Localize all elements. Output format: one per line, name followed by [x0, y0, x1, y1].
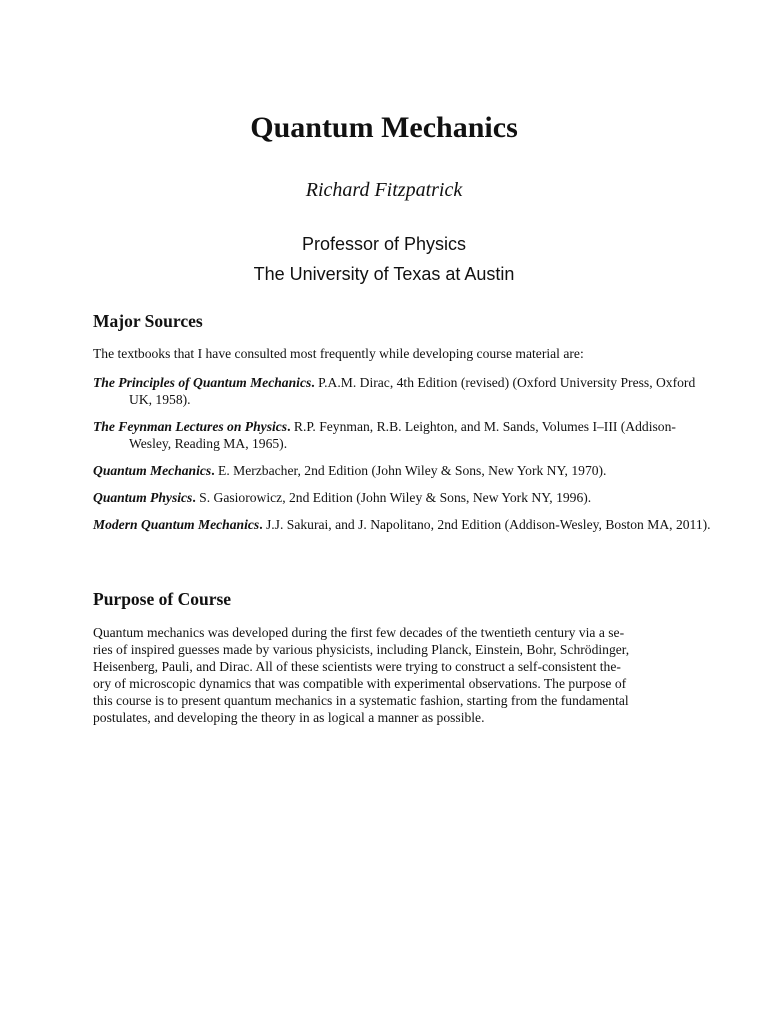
author-position: Professor of Physics [301, 234, 467, 254]
source-separator: . [259, 517, 263, 532]
source-title: Quantum Mechanics [93, 463, 212, 478]
purpose-line: Heisenberg, Pauli, and Dirac. All of these scientists were trying to construct a self-consistent the- [93, 659, 621, 674]
source-separator: . [287, 419, 291, 434]
author-institution: The University of Texas at Austin [253, 264, 515, 284]
purpose-line: this course is to present quantum mechanics in a systematic fashion, starting from the fundamental [93, 693, 629, 708]
source-details: P.A.M. Dirac, 4th Edition (revised) (Oxford University Press, Oxford UK, 1958). [129, 375, 696, 407]
source-title: Quantum Physics [93, 490, 193, 505]
purpose-line: ries of inspired guesses made by various physicists, including Planck, Einstein, Bohr, Schrödinger, [93, 642, 630, 657]
source-item [93, 418, 718, 452]
source-details: J.J. Sakurai, and J. Napolitano, 2nd Edition (Addison-Wesley, Boston MA, 2011). [262, 517, 711, 532]
source-details: S. Gasiorowicz, 2nd Edition (John Wiley & Sons, New York NY, 1996). [195, 490, 592, 505]
source-item [93, 374, 718, 408]
source-list [93, 374, 718, 543]
major-sources-heading: Major Sources [93, 311, 203, 331]
source-separator: . [192, 490, 196, 505]
purpose-line: postulates, and developing the theory in as logical a manner as possible. [93, 710, 485, 725]
source-separator: . [211, 463, 215, 478]
source-separator: . [311, 375, 315, 390]
source-title: Modern Quantum Mechanics [93, 517, 260, 532]
source-item [93, 462, 718, 479]
source-title: The Principles of Quantum Mechanics [93, 375, 312, 390]
author-name: Richard Fitzpatrick [305, 179, 463, 201]
purpose-line: Quantum mechanics was developed during the first few decades of the twentieth century via a se- [93, 625, 625, 640]
purpose-heading: Purpose of Course [93, 589, 232, 609]
purpose-paragraph [93, 624, 705, 726]
document-title: Quantum Mechanics [250, 111, 518, 144]
major-sources-intro: The textbooks that I have consulted most frequently while developing course material are: [93, 346, 584, 361]
source-details: R.P. Feynman, R.B. Leighton, and M. Sands, Volumes I–III (Addison-Wesley, Reading MA, 1965). [129, 419, 676, 451]
source-item [93, 489, 718, 506]
source-item [93, 516, 718, 533]
source-title: The Feynman Lectures on Physics [93, 419, 288, 434]
purpose-line: ory of microscopic dynamics that was compatible with experimental observations. The purpose of [93, 676, 627, 691]
source-details: E. Merzbacher, 2nd Edition (John Wiley & Sons, New York NY, 1970). [214, 463, 607, 478]
